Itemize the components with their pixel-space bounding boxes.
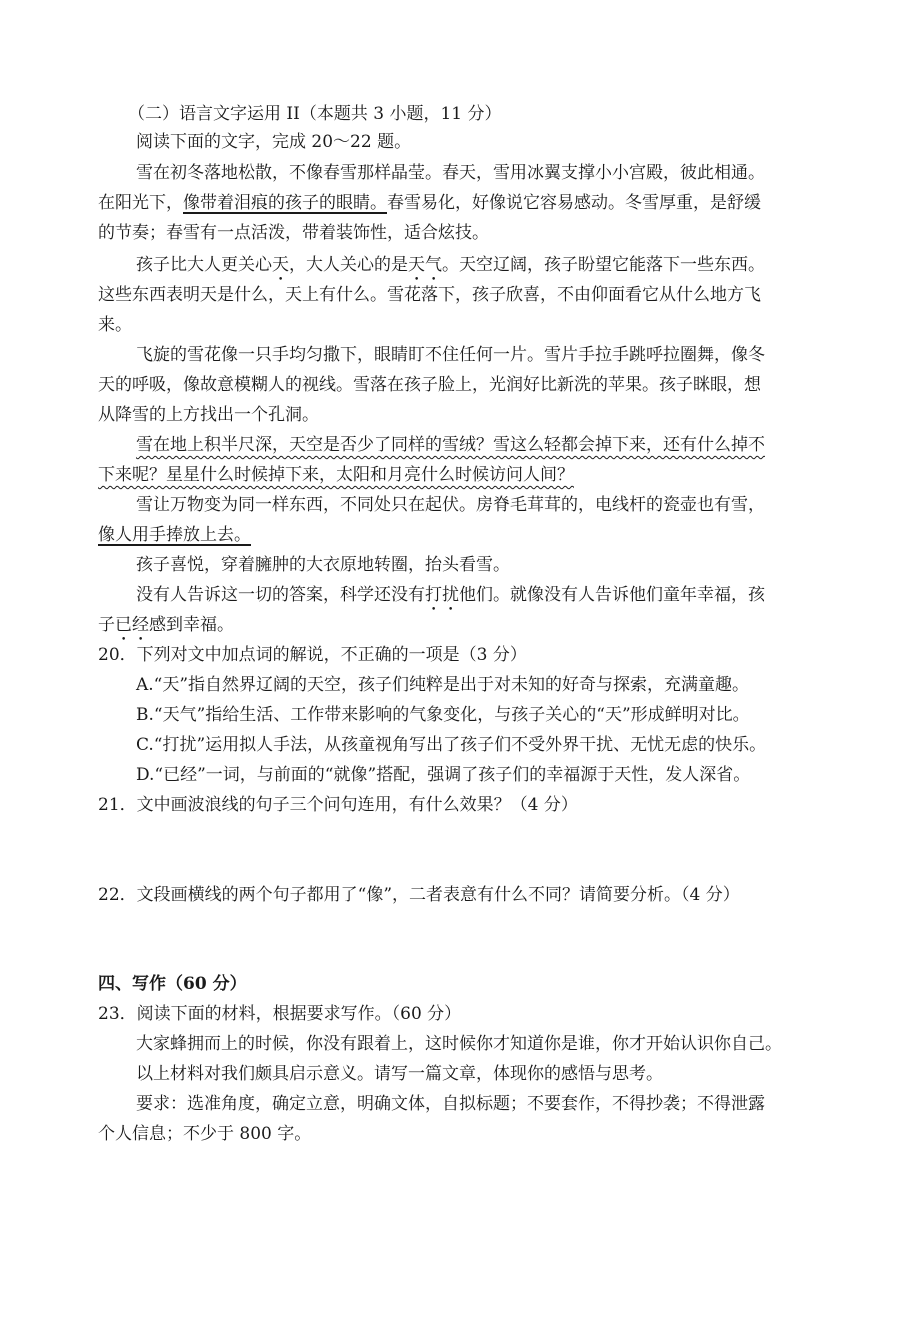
passage-text: 春雪易化，好像说它容易感动。冬雪厚重，是舒缓 <box>387 193 761 213</box>
passage-line <box>136 253 765 285</box>
passage-line: 飞旋的雪花像一只手均匀撒下，眼睛盯不住任何一片。雪片手拉手跳呼拉圈舞，像冬 <box>136 345 765 365</box>
passage-text: 感到幸福。 <box>149 615 234 635</box>
passage-instruction: 阅读下面的文字，完成 20～22 题。 <box>136 132 412 152</box>
passage-line <box>98 613 234 645</box>
question-20-stem: 20．下列对文中加点词的解说，不正确的一项是（3 分） <box>98 645 527 665</box>
underlined-sentence-1: 像带着泪痕的孩子的眼睛。 <box>183 193 387 213</box>
passage-text: 没有人告诉这一切的答案，科学还没有 <box>136 585 425 605</box>
passage-line: 孩子喜悦，穿着臃肿的大衣原地转圈，抬头看雪。 <box>136 555 510 575</box>
question-21-stem: 21．文中画波浪线的句子三个问句连用，有什么效果？（4 分） <box>98 795 578 815</box>
writing-material: 大家蜂拥而上的时候，你没有跟着上，这时候你才知道你是谁，你才开始认识你自己。 <box>136 1034 782 1054</box>
writing-requirements: 个人信息；不少于 800 字。 <box>98 1124 312 1144</box>
writing-prompt: 以上材料对我们颇具启示意义。请写一篇文章，体现你的感悟与思考。 <box>136 1064 663 1084</box>
dotted-word-tianqi: 天气 <box>408 255 442 275</box>
question-22-stem: 22．文段画横线的两个句子都用了“像”，二者表意有什么不同？请简要分析。（4 分） <box>98 885 740 905</box>
passage-line: 雪在初冬落地松散，不像春雪那样晶莹。春天，雪用冰翼支撑小小宫殿，彼此相通。 <box>136 163 765 183</box>
section-two-header: （二）语言文字运用 II（本题共 3 小题，11 分） <box>128 104 502 124</box>
underlined-sentence-2: 像人用手捧放上去。 <box>98 525 251 545</box>
section-four-header: 四、写作（60 分） <box>98 974 247 994</box>
passage-text: 在阳光下， <box>98 193 183 213</box>
passage-line: 天的呼吸，像故意模糊人的视线。雪落在孩子脸上，光润好比新洗的苹果。孩子眯眼，想 <box>98 375 761 395</box>
dotted-word-tian: 天 <box>272 255 289 275</box>
passage-text: 他们。就像没有人告诉他们童年幸福，孩 <box>459 585 765 605</box>
q20-option-a: A.“天”指自然界辽阔的天空，孩子们纯粹是出于对未知的好奇与探索，充满童趣。 <box>136 675 750 695</box>
dotted-word-darao: 打扰 <box>425 585 459 605</box>
passage-line: 这些东西表明天是什么，天上有什么。雪花落下，孩子欣喜，不由仰面看它从什么地方飞 <box>98 285 761 305</box>
passage-text: 子 <box>98 615 115 635</box>
passage-line <box>136 583 765 615</box>
passage-line: 从降雪的上方找出一个孔洞。 <box>98 405 319 425</box>
q20-option-b: B.“天气”指给生活、工作带来影响的气象变化，与孩子关心的“天”形成鲜明对比。 <box>136 705 750 725</box>
q20-option-d: D.“已经”一词，与前面的“就像”搭配，强调了孩子们的幸福源于天性，发人深省。 <box>136 765 751 785</box>
passage-line <box>98 191 761 215</box>
wavy-sentence: 下来呢？星星什么时候掉下来，太阳和月亮什么时候访问人间？ <box>98 465 574 485</box>
dotted-word-yijing: 已经 <box>115 615 149 635</box>
wavy-sentence: 雪在地上积半尺深，天空是否少了同样的雪绒？雪这么轻都会掉下来，还有什么掉不 <box>136 435 765 455</box>
passage-text: 孩子比大人更关心 <box>136 255 272 275</box>
passage-line: 的节奏；春雪有一点活泼，带着装饰性，适合炫技。 <box>98 223 489 243</box>
passage-line: 雪让万物变为同一样东西，不同处只在起伏。房脊毛茸茸的，电线杆的瓷壶也有雪， <box>136 495 765 515</box>
writing-requirements: 要求：选准角度，确定立意，明确文体，自拟标题；不要套作，不得抄袭；不得泄露 <box>136 1094 765 1114</box>
passage-line: 来。 <box>98 315 132 335</box>
passage-text: 。天空辽阔，孩子盼望它能落下一些东西。 <box>442 255 765 275</box>
passage-text: ，大人关心的是 <box>289 255 408 275</box>
question-23-stem: 23．阅读下面的材料，根据要求写作。（60 分） <box>98 1004 462 1024</box>
q20-option-c: C.“打扰”运用拟人手法，从孩童视角写出了孩子们不受外界干扰、无忧无虑的快乐。 <box>136 735 767 755</box>
